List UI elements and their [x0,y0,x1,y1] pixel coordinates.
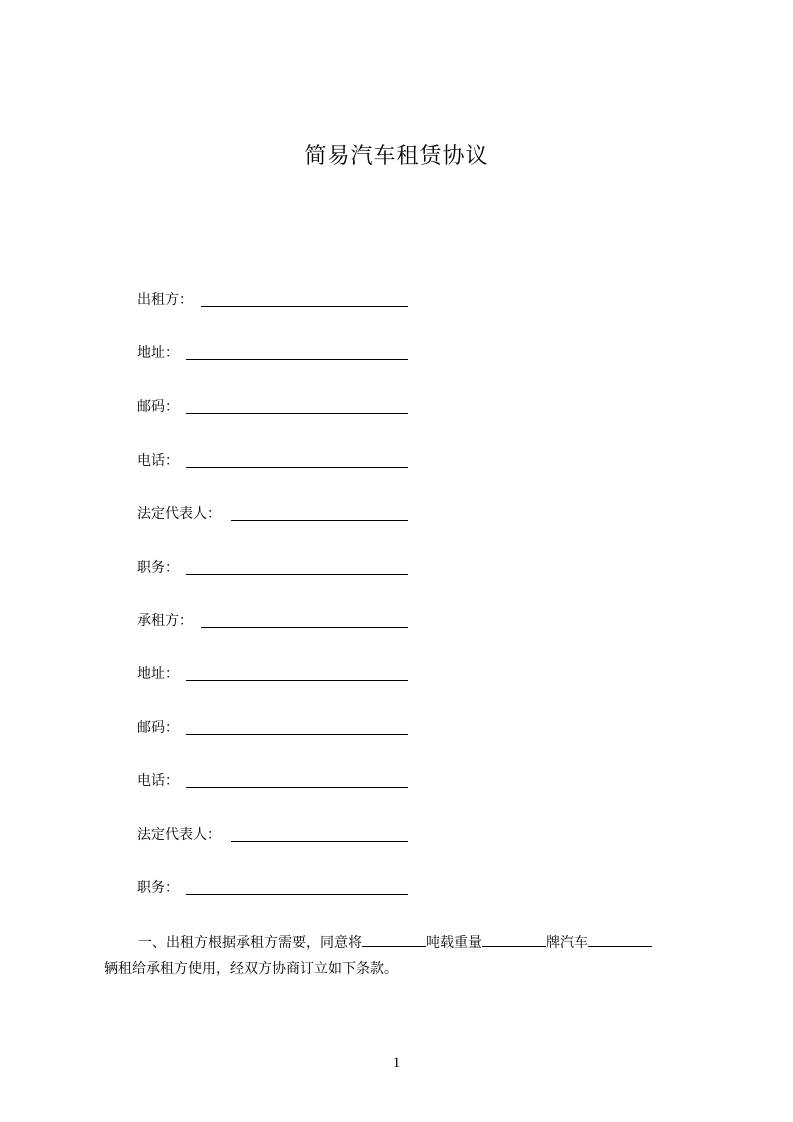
fill-in-line[interactable] [186,894,408,895]
field-label: 法定代表人： [137,506,221,522]
field-label: 邮码： [137,399,179,415]
clause-text: 牌汽车 [546,935,588,951]
lessor-name-field [137,289,193,311]
field-label: 职务： [137,880,179,896]
fill-in-line[interactable] [186,734,408,735]
lessor-phone-field [137,450,179,472]
lessee-legal-rep-field [137,824,221,846]
clause-1-line-1 [104,931,704,954]
lessee-name-field [137,610,193,632]
lessee-position-field [137,877,179,899]
fill-in-line[interactable] [186,574,408,575]
field-label: 承租方： [137,613,193,629]
field-label: 地址： [137,345,179,361]
lessor-position-field [137,557,179,579]
field-label: 电话： [137,773,179,789]
fill-in-line[interactable] [231,841,408,842]
fill-in-line[interactable] [186,680,408,681]
field-label: 职务： [137,560,179,576]
quantity-blank[interactable] [588,931,652,947]
field-label: 地址： [137,666,179,682]
field-label: 电话： [137,453,179,469]
fill-in-line[interactable] [186,413,408,414]
tonnage-blank[interactable] [362,931,426,947]
page-number: 1 [392,1055,401,1071]
lessee-address-field [137,663,179,685]
clause-text: 辆租给承租方使用，经双方协商订立如下条款。 [104,961,398,977]
fill-in-line[interactable] [186,787,408,788]
lessee-postcode-field [137,717,179,739]
field-label: 邮码： [137,720,179,736]
fill-in-line[interactable] [231,520,408,521]
clause-text: 吨载重量 [426,935,482,951]
fill-in-line[interactable] [186,359,408,360]
lessor-legal-rep-field [137,503,221,525]
lessor-address-field [137,342,179,364]
brand-blank[interactable] [482,931,546,947]
fill-in-line[interactable] [201,306,408,307]
fill-in-line[interactable] [201,627,408,628]
field-label: 法定代表人： [137,827,221,843]
fill-in-line[interactable] [186,467,408,468]
lessee-phone-field [137,770,179,792]
field-label: 出租方： [137,292,193,308]
lessor-postcode-field [137,396,179,418]
clause-text: 一、出租方根据承租方需要，同意将 [138,935,362,951]
clause-1-line-2 [104,958,704,980]
document-title: 简易汽车租赁协议 [304,144,489,169]
